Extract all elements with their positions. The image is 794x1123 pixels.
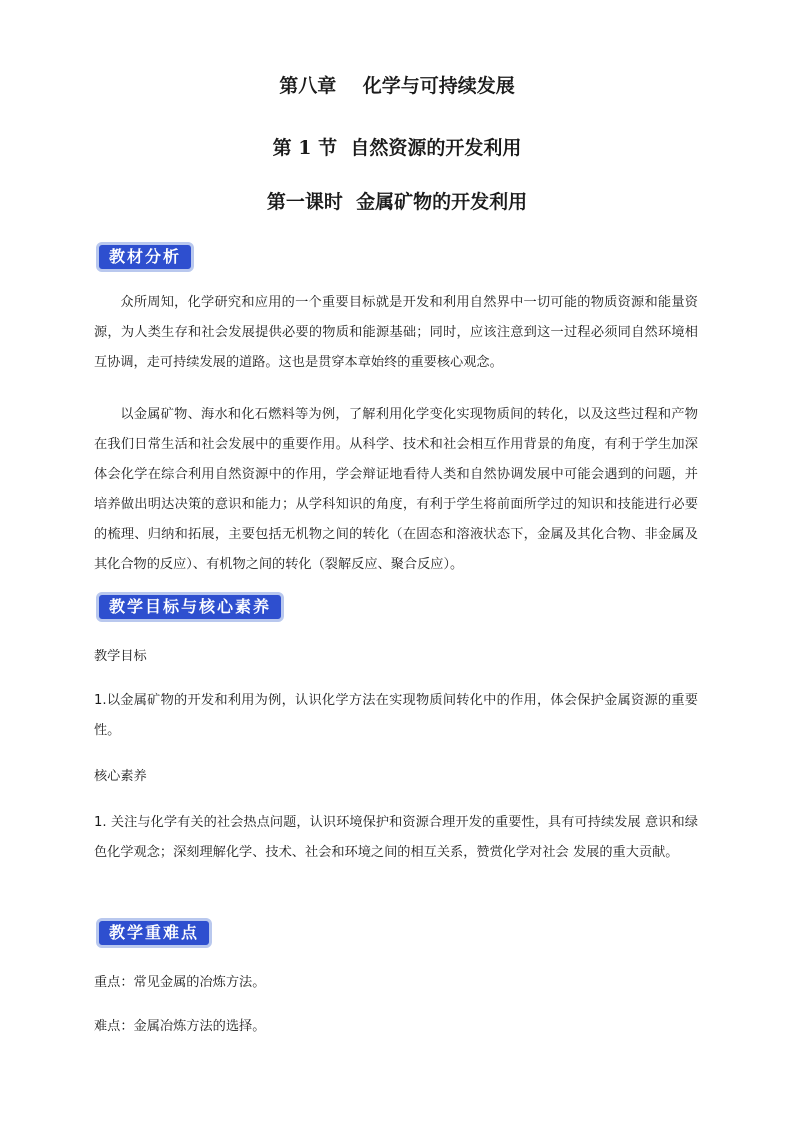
goal-heading: 教学目标 — [94, 649, 147, 664]
chapter-title: 第八章 化学与可持续发展 — [279, 75, 515, 97]
badge-textbook-analysis: 教材分析 — [96, 242, 194, 272]
core-heading: 核心素养 — [94, 769, 147, 784]
core-item-1: 1. 关注与化学有关的社会热点问题，认识环境保护和资源合理开发的重要性，具有可持续发展 意识和绿色化学观念；深刻理解化学、技术、社会和环境之间的相互关系，赞赏化学对社会 发展的重大贡献。 — [94, 815, 698, 860]
difficult-point: 难点：金属冶炼方法的选择。 — [94, 1019, 266, 1034]
lesson-title: 第一课时 金属矿物的开发利用 — [266, 191, 528, 213]
section-title: 第 1 节 自然资源的开发利用 — [272, 137, 522, 159]
key-point: 重点：常见金属的冶炼方法。 — [94, 975, 266, 990]
badge-key-difficult: 教学重难点 — [96, 918, 212, 948]
analysis-paragraph-2: 以金属矿物、海水和化石燃料等为例，了解利用化学变化实现物质间的转化，以及这些过程和产物在我们日常生活和社会发展中的重要作用。从科学、技术和社会相互作用背景的角度，有利于学生加深体会化学在综合利用自然资源中的作用，学会辩证地看待人类和自然协调发展中可能会遇到的问题，并培养做出明达决策的意识和能力；从学科知识的角度，有利于学生将前面所学过的知识和技能进行必要的梳理、归纳和拓展，主要包括无机物之间的转化（在固态和溶液状态下，金属及其化合物、非金属及其化合物的反应）、有机物之间的转化（裂解反应、聚合反应）。 — [94, 407, 698, 572]
badge-goals-literacy: 教学目标与核心素养 — [96, 592, 284, 622]
analysis-paragraph-1: 众所周知，化学研究和应用的一个重要目标就是开发和利用自然界中一切可能的物质资源和能量资源，为人类生存和社会发展提供必要的物质和能源基础；同时，应该注意到这一过程必须同自然环境相互协调，走可持续发展的道路。这也是贯穿本章始终的重要核心观念。 — [94, 295, 698, 370]
goal-item-1: 1.以金属矿物的开发和利用为例，认识化学方法在实现物质间转化中的作用，体会保护金属资源的重要性。 — [94, 693, 698, 738]
